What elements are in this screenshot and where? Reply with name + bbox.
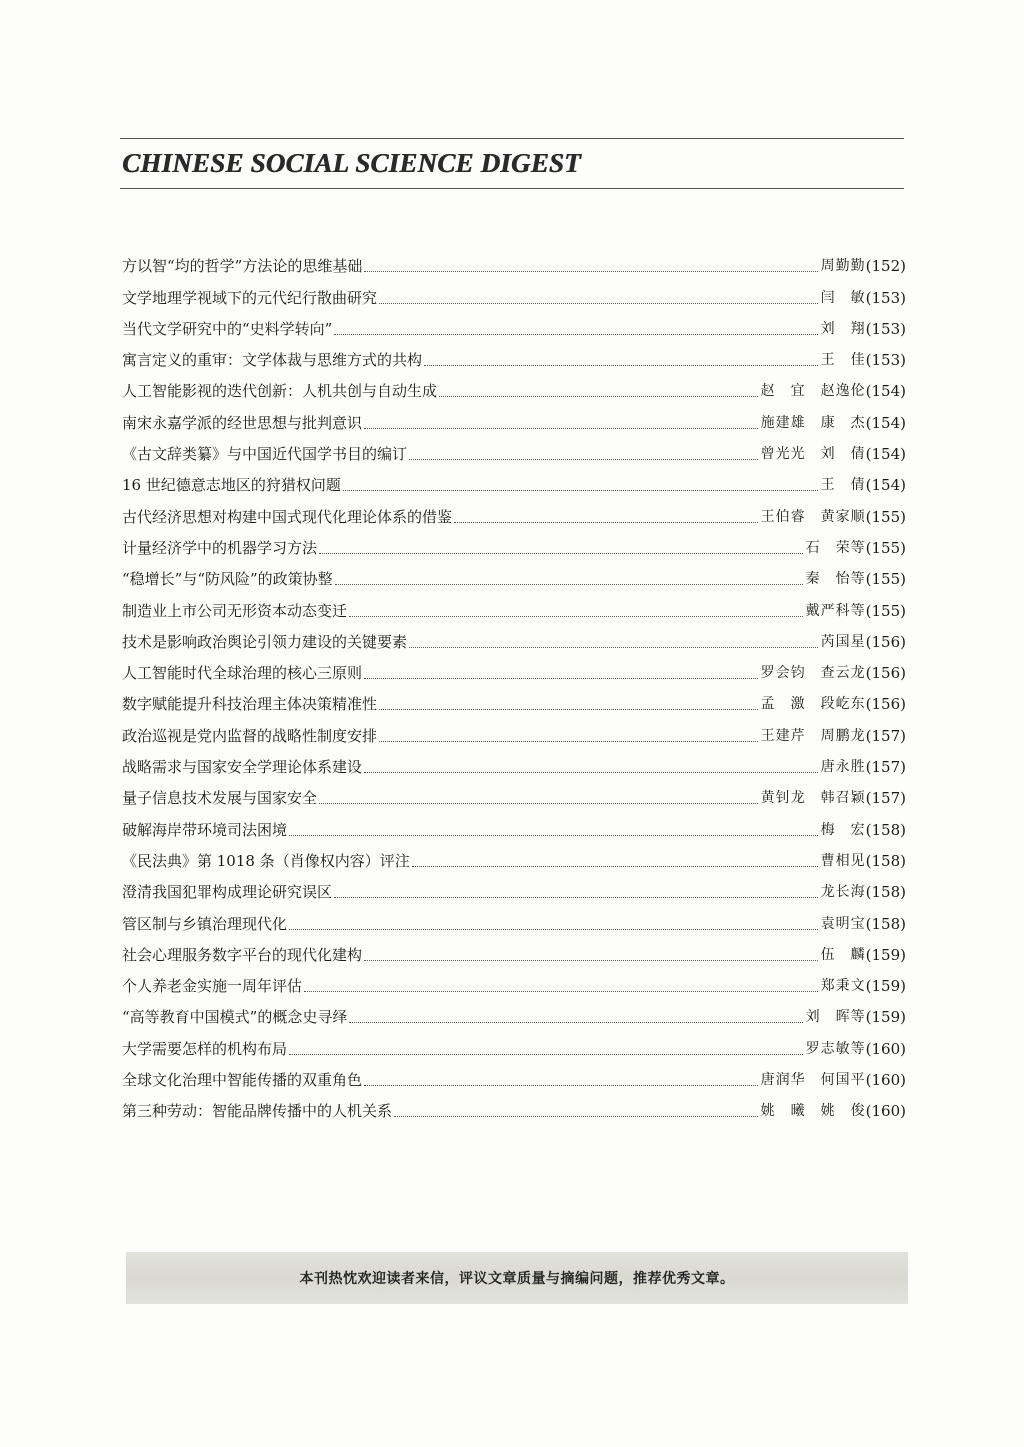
toc-entry[interactable] — [122, 870, 906, 901]
toc-entry-page: (154) — [865, 382, 906, 401]
toc-entry-author: 姚 曦 姚 俊 — [760, 1103, 866, 1120]
toc-entry-page: (158) — [865, 914, 906, 933]
toc-entry-author: 唐永胜 — [820, 759, 866, 776]
toc-entry[interactable] — [122, 620, 906, 651]
toc-entry-title: 人工智能时代全球治理的核心三原则 — [122, 664, 363, 683]
toc-entry-author: 施建雄 康 杰 — [760, 414, 866, 431]
toc-entry-title: 破解海岸带环境司法困境 — [122, 820, 288, 839]
toc-entry-page: (160) — [865, 1102, 906, 1121]
reader-notice-text: 本刊热忱欢迎读者来信，评议文章质量与摘编问题，推荐优秀文章。 — [299, 1271, 735, 1287]
toc-entry-title: 《民法典》第 1018 条（肖像权内容）评注 — [122, 851, 410, 870]
masthead-title: CHINESE SOCIAL SCIENCE DIGEST — [122, 148, 581, 178]
toc-dot-leader — [364, 772, 818, 773]
toc-dot-leader — [364, 960, 818, 961]
toc-entry[interactable] — [122, 964, 906, 995]
toc-entry-author: 伍 麟 — [820, 946, 866, 963]
masthead-top-rule — [120, 138, 904, 139]
toc-entry-author: 罗志敏等 — [805, 1040, 866, 1057]
toc-entry-page: (157) — [865, 758, 906, 777]
toc-dot-leader — [379, 303, 818, 304]
toc-entry[interactable] — [122, 995, 906, 1026]
toc-entry-page: (156) — [865, 664, 906, 683]
toc-entry-title: 政治巡视是党内监督的战略性制度安排 — [122, 726, 378, 745]
toc-entry[interactable] — [122, 901, 906, 932]
toc-entry-author: 赵 宜 赵逸伦 — [760, 383, 866, 400]
toc-entry-page: (159) — [865, 1008, 906, 1027]
toc-entry-page: (160) — [865, 1039, 906, 1058]
toc-entry-author: 唐润华 何国平 — [760, 1072, 866, 1089]
toc-entry-title: 技术是影响政治舆论引领力建设的关键要素 — [122, 632, 408, 651]
toc-entry-author: 刘 晖等 — [805, 1009, 866, 1026]
toc-entry-page: (153) — [865, 288, 906, 307]
toc-entry-author: 周勤勤 — [820, 258, 866, 275]
toc-dot-leader — [454, 522, 758, 523]
toc-entry-page: (155) — [865, 507, 906, 526]
toc-dot-leader — [343, 490, 818, 491]
toc-entry-author: 秦 怡等 — [805, 571, 866, 588]
toc-entry[interactable] — [122, 494, 906, 525]
toc-dot-leader — [334, 334, 817, 335]
toc-dot-leader — [364, 271, 817, 272]
toc-entry-title: 人工智能影视的迭代创新：人机共创与自动生成 — [122, 382, 438, 401]
toc-dot-leader — [364, 428, 758, 429]
masthead-bottom-rule — [120, 188, 904, 189]
toc-entry-author: 石 荣等 — [805, 539, 866, 556]
toc-entry-title: 古代经济思想对构建中国式现代化理论体系的借鉴 — [122, 507, 453, 526]
toc-entry-page: (156) — [865, 632, 906, 651]
toc-entry[interactable] — [122, 244, 906, 275]
toc-entry[interactable] — [122, 526, 906, 557]
toc-entry-author: 曹相见 — [820, 852, 866, 869]
toc-entry-author: 孟 激 段屹东 — [760, 696, 866, 713]
toc-entry-author: 王 佳 — [820, 352, 866, 369]
toc-entry-title: 个人养老金实施一周年评估 — [122, 977, 303, 996]
toc-entry-page: (153) — [865, 351, 906, 370]
toc-entry-title: 全球文化治理中智能传播的双重角色 — [122, 1071, 363, 1090]
toc-entry[interactable] — [122, 745, 906, 776]
toc-dot-leader — [319, 803, 758, 804]
toc-entry[interactable] — [122, 1089, 906, 1120]
toc-entry-author: 龙长海 — [820, 884, 866, 901]
toc-entry-title: 战略需求与国家安全学理论体系建设 — [122, 758, 363, 777]
toc-entry-author: 芮国星 — [820, 633, 866, 650]
toc-dot-leader — [289, 835, 818, 836]
toc-dot-leader — [349, 616, 803, 617]
toc-entry-title: “高等教育中国模式”的概念史寻绎 — [122, 1008, 348, 1027]
toc-dot-leader — [349, 1022, 802, 1023]
toc-entry-title: 管区制与乡镇治理现代化 — [122, 914, 288, 933]
toc-entry-author: 罗会钧 查云龙 — [760, 665, 866, 682]
toc-entry-author: 戴严科等 — [805, 602, 866, 619]
toc-entry-page: (158) — [865, 883, 906, 902]
toc-entry-page: (157) — [865, 789, 906, 808]
toc-entry-page: (158) — [865, 820, 906, 839]
toc-entry-author: 王伯睿 黄家顺 — [760, 508, 866, 525]
toc-entry[interactable] — [122, 1058, 906, 1089]
toc-entry-title: 文学地理学视域下的元代纪行散曲研究 — [122, 288, 378, 307]
reader-notice-band — [126, 1252, 908, 1304]
toc-dot-leader — [319, 553, 803, 554]
toc-entry-page: (155) — [865, 570, 906, 589]
toc-dot-leader — [394, 1116, 758, 1117]
toc-entry[interactable] — [122, 400, 906, 431]
toc-entry-title: 计量经济学中的机器学习方法 — [122, 538, 318, 557]
toc-dot-leader — [412, 866, 818, 867]
toc-entry-page: (154) — [865, 476, 906, 495]
toc-entry-page: (154) — [865, 445, 906, 464]
toc-dot-leader — [379, 709, 758, 710]
toc-entry-author: 梅 宏 — [820, 821, 866, 838]
toc-entry[interactable] — [122, 307, 906, 338]
toc-dot-leader — [335, 584, 803, 585]
toc-entry-title: 大学需要怎样的机构布局 — [122, 1039, 288, 1058]
toc-entry[interactable] — [122, 557, 906, 588]
toc-entry[interactable] — [122, 432, 906, 463]
toc-entry-title: 南宋永嘉学派的经世思想与批判意识 — [122, 413, 363, 432]
toc-entry[interactable] — [122, 369, 906, 400]
toc-dot-leader — [409, 647, 818, 648]
toc-dot-leader — [364, 678, 758, 679]
toc-entry-title: 《古文辞类纂》与中国近代国学书目的编订 — [122, 445, 408, 464]
toc-entry-title: 澄清我国犯罪构成理论研究误区 — [122, 883, 333, 902]
toc-entry-author: 袁明宝 — [820, 915, 866, 932]
toc-entry-author: 王 倩 — [820, 477, 866, 494]
toc-entry[interactable] — [122, 338, 906, 369]
toc-entry-title: 量子信息技术发展与国家安全 — [122, 789, 318, 808]
toc-entry-title: 方以智“均的哲学”方法论的思维基础 — [122, 257, 363, 276]
toc-entry[interactable] — [122, 1026, 906, 1057]
toc-dot-leader — [364, 1085, 758, 1086]
toc-entry-title: 社会心理服务数字平台的现代化建构 — [122, 945, 363, 964]
toc-dot-leader — [334, 897, 818, 898]
toc-entry-page: (159) — [865, 945, 906, 964]
toc-entry-title: 制造业上市公司无形资本动态变迁 — [122, 601, 348, 620]
toc-dot-leader — [289, 1054, 803, 1055]
toc-entry-author: 刘 翔 — [820, 320, 866, 337]
toc-entry-title: 第三种劳动：智能品牌传播中的人机关系 — [122, 1102, 393, 1121]
toc-entry[interactable] — [122, 776, 906, 807]
toc-entry-page: (155) — [865, 601, 906, 620]
toc-dot-leader — [379, 741, 758, 742]
toc-dot-leader — [289, 929, 818, 930]
toc-dot-leader — [304, 991, 818, 992]
toc-entry-title: 寓言定义的重审：文学体裁与思维方式的共构 — [122, 351, 423, 370]
toc-entry-page: (156) — [865, 695, 906, 714]
toc-entry[interactable] — [122, 933, 906, 964]
toc-entry-page: (158) — [865, 851, 906, 870]
toc-entry-title: 16 世纪德意志地区的狩猎权问题 — [122, 476, 341, 495]
toc-entry-author: 曾光光 刘 倩 — [760, 446, 866, 463]
toc-entry-title: 当代文学研究中的“史料学转向” — [122, 319, 333, 338]
toc-entry-page: (154) — [865, 413, 906, 432]
toc-entry-page: (159) — [865, 977, 906, 996]
toc-entry-author: 闫 敏 — [820, 289, 866, 306]
toc-entry-title: 数字赋能提升科技治理主体决策精准性 — [122, 695, 378, 714]
toc-dot-leader — [409, 459, 758, 460]
toc-entry[interactable] — [122, 463, 906, 494]
toc-entry[interactable] — [122, 807, 906, 838]
toc-entry-page: (153) — [865, 319, 906, 338]
toc-entry-author: 王建芹 周鹏龙 — [760, 727, 866, 744]
toc-entry[interactable] — [122, 275, 906, 306]
toc-entry-page: (157) — [865, 726, 906, 745]
toc-dot-leader — [424, 365, 818, 366]
toc-entry-page: (160) — [865, 1071, 906, 1090]
table-of-contents — [122, 244, 906, 1120]
toc-entry-page: (155) — [865, 538, 906, 557]
toc-entry[interactable] — [122, 651, 906, 682]
toc-entry-title: “稳增长”与“防风险”的政策协整 — [122, 570, 333, 589]
toc-entry[interactable] — [122, 588, 906, 619]
toc-entry[interactable] — [122, 839, 906, 870]
toc-entry[interactable] — [122, 682, 906, 713]
toc-dot-leader — [439, 396, 758, 397]
toc-entry-author: 黄钊龙 韩召颖 — [760, 790, 866, 807]
toc-entry-page: (152) — [865, 257, 906, 276]
toc-entry-author: 郑秉文 — [820, 978, 866, 995]
toc-entry[interactable] — [122, 713, 906, 744]
